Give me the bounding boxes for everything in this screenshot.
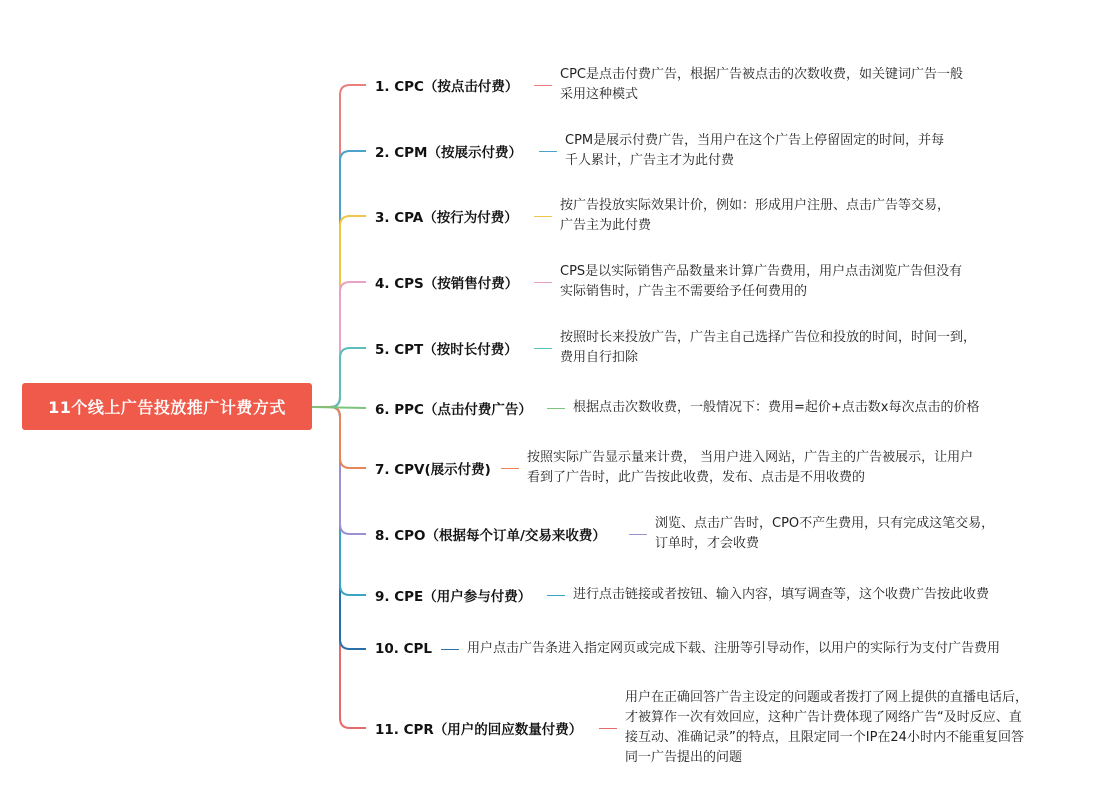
- branch-description[interactable]: 按广告投放实际效果计价，例如：形成用户注册、点击广告等交易， 广告主为此付费: [560, 198, 951, 233]
- branch-label[interactable]: 4. CPS（按销售付费）: [375, 276, 519, 292]
- branch-description[interactable]: CPC是点击付费广告，根据广告被点击的次数收费，如关键词广告一般 采用这种模式: [560, 67, 963, 102]
- root-title: 11个线上广告投放推广计费方式: [48, 398, 286, 417]
- branch-label[interactable]: 5. CPT（按时长付费）: [375, 342, 518, 358]
- root-node: [22, 383, 312, 430]
- description-connector: [534, 216, 552, 217]
- branch-description[interactable]: 根据点击次数收费，一般情况下：费用=起价+点击数x每次点击的价格: [573, 400, 980, 415]
- description-connector: [534, 282, 552, 283]
- description-connector: [534, 348, 552, 349]
- description-connector: [547, 595, 565, 596]
- branch-description[interactable]: CPM是展示付费广告，当用户在这个广告上停留固定的时间，并每 千人累计，广告主才为此付费: [565, 133, 945, 168]
- branch-description[interactable]: 按照时长来投放广告，广告主自己选择广告位和投放的时间，时间一到， 费用自行扣除: [560, 330, 977, 365]
- branch-connector: [312, 407, 366, 408]
- description-connector: [539, 151, 557, 152]
- branch-label[interactable]: 9. CPE（用户参与付费）: [375, 589, 532, 605]
- description-connector: [547, 408, 565, 409]
- description-connector: [441, 649, 459, 650]
- branch-label[interactable]: 6. PPC（点击付费广告）: [375, 402, 532, 418]
- description-connector: [629, 534, 647, 535]
- branch-label[interactable]: 10. CPL: [375, 641, 433, 657]
- description-connector: [599, 728, 617, 729]
- branch-description[interactable]: 浏览、点击广告时，CPO不产生费用，只有完成这笔交易， 订单时，才会收费: [655, 516, 995, 551]
- branch-label[interactable]: 7. CPV(展示付费): [375, 462, 491, 478]
- description-connector: [501, 468, 519, 469]
- branch-description[interactable]: 用户点击广告条进入指定网页或完成下载、注册等引导动作，以用户的实际行为支付广告费用: [467, 641, 1001, 656]
- description-connector: [534, 85, 552, 86]
- branch-label[interactable]: 8. CPO（根据每个订单/交易来收费）: [375, 528, 606, 544]
- branch-label[interactable]: 3. CPA（按行为付费）: [375, 210, 518, 226]
- branch-label[interactable]: 2. CPM（按展示付费）: [375, 145, 522, 161]
- branch-description[interactable]: 用户在正确回答广告主设定的问题或者拨打了网上提供的直播电话后， 才被算作一次有效回应，这种广告计费体现了网络广告“及时反应、直 接互动、准确记录”的特点，且限定同一个IP在24小时内不能重复回答 同一广告提出的问题: [625, 690, 1029, 765]
- branch-label[interactable]: 1. CPC（按点击付费）: [375, 79, 519, 95]
- branch-description[interactable]: 按照实际广告显示量来计费， 当用户进入网站，广告主的广告被展示，让用户 看到了广告时，此广告按此收费，发布、点击是不用收费的: [527, 450, 974, 485]
- branch-description[interactable]: 进行点击链接或者按钮、输入内容，填写调查等，这个收费广告按此收费: [573, 587, 990, 602]
- branch-description[interactable]: CPS是以实际销售产品数量来计算广告费用，用户点击浏览广告但没有 实际销售时，广告主不需要给予任何费用的: [560, 264, 963, 299]
- branch-label[interactable]: 11. CPR（用户的回应数量付费）: [375, 722, 583, 738]
